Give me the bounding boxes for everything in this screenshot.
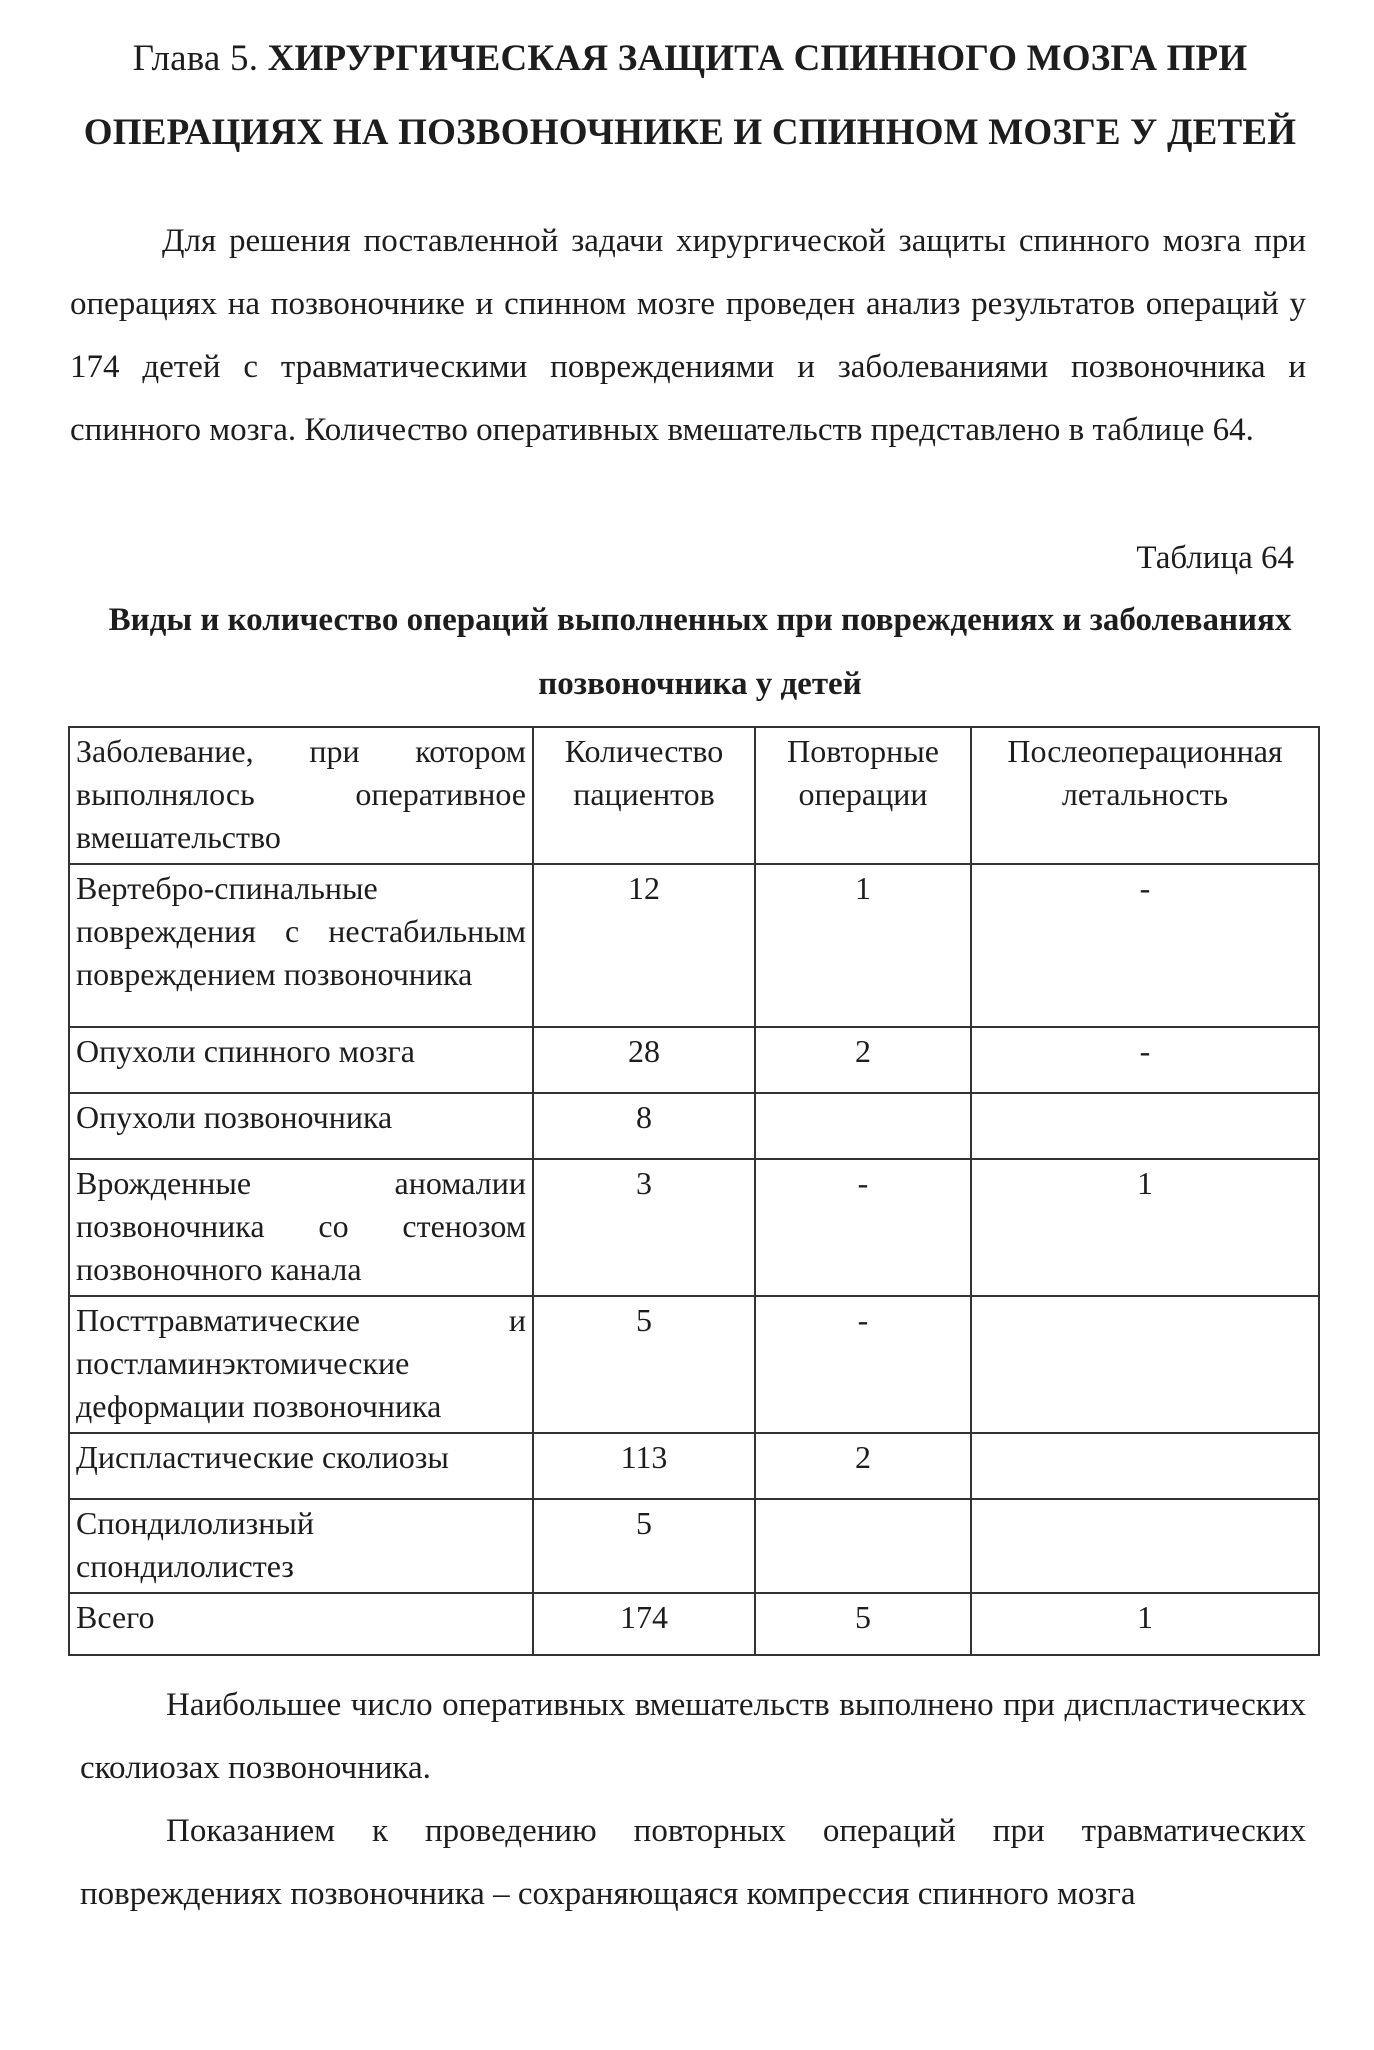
table-caption: Виды и количество операций выполненных при повреждениях и заболеваниях позвоночника у детей [108,602,1292,702]
cell-patients: 174 [533,1593,755,1655]
cell-mortality: - [971,1027,1319,1093]
cell-mortality [971,1433,1319,1499]
table-number: Таблица 64 [1136,540,1294,576]
cell-disease: Опухоли спинного мозга [69,1027,533,1093]
chapter-heading [80,22,1300,170]
cell-patients: 5 [533,1296,755,1433]
cell-mortality [971,1093,1319,1159]
header-mortality: Послеоперационная летальность [971,727,1319,864]
cell-patients: 28 [533,1027,755,1093]
table-header-row [69,727,1319,864]
cell-mortality: 1 [971,1593,1319,1655]
cell-disease: Опухоли позвоночника [69,1093,533,1159]
cell-patients: 3 [533,1159,755,1296]
intro-paragraph: Для решения поставленной задачи хирургической защиты спинного мозга при операциях на позвоночнике и спинном мозге проведен анализ результатов операций у 174 детей с травматическими повреждениями и заболеваниями позвоночника и спинного мозга. Количество оперативных вмешательств представлено в таблице 64. [70,223,1306,448]
cell-mortality [971,1499,1319,1593]
cell-repeat: 1 [755,864,971,1027]
header-repeat-operations: Повторные операции [755,727,971,864]
cell-disease: Вертебро-спинальные повреждения с нестабильным повреждением позвоночника [69,864,533,1027]
cell-repeat: 2 [755,1027,971,1093]
table-row [69,1159,1319,1296]
chapter-title: ХИРУРГИЧЕСКАЯ ЗАЩИТА СПИННОГО МОЗГА ПРИ ОПЕРАЦИЯХ НА ПОЗВОНОЧНИКЕ И СПИННОМ МОЗГЕ У ДЕТЕЙ [83,38,1297,153]
cell-repeat: - [755,1296,971,1433]
cell-mortality: 1 [971,1159,1319,1296]
cell-patients: 12 [533,864,755,1027]
cell-disease: Врожденные аномалии позвоночника со стенозом позвоночного канала [69,1159,533,1296]
table-total-row [69,1593,1319,1655]
table-row [69,1027,1319,1093]
header-disease: Заболевание, при котором выполнялось оперативное вмешательство [69,727,533,864]
operations-table [68,726,1320,1656]
cell-disease: Диспластические сколиозы [69,1433,533,1499]
cell-patients: 113 [533,1433,755,1499]
table-row [69,1093,1319,1159]
table-row [69,1433,1319,1499]
chapter-number: Глава 5. [132,38,259,79]
paragraph-indications: Показанием к проведению повторных операций при травматических повреждениях позвоночника – сохраняющаяся компрессия спинного мозга [80,1813,1306,1912]
header-patients: Количество пациентов [533,727,755,864]
cell-repeat: 5 [755,1593,971,1655]
paragraph-conclusion: Наибольшее число оперативных вмешательств выполнено при диспластических сколиозах позвоночника. [80,1687,1306,1786]
cell-disease: Спондилолизный спондилолистез [69,1499,533,1593]
cell-mortality [971,1296,1319,1433]
cell-patients: 5 [533,1499,755,1593]
table-row [69,864,1319,1027]
table-row [69,1296,1319,1433]
cell-mortality: - [971,864,1319,1027]
cell-patients: 8 [533,1093,755,1159]
cell-disease: Всего [69,1593,533,1655]
cell-repeat [755,1499,971,1593]
table-row [69,1499,1319,1593]
cell-repeat [755,1093,971,1159]
cell-repeat: - [755,1159,971,1296]
cell-disease: Посттравматические и постламинэктомические деформации позвоночника [69,1296,533,1433]
cell-repeat: 2 [755,1433,971,1499]
